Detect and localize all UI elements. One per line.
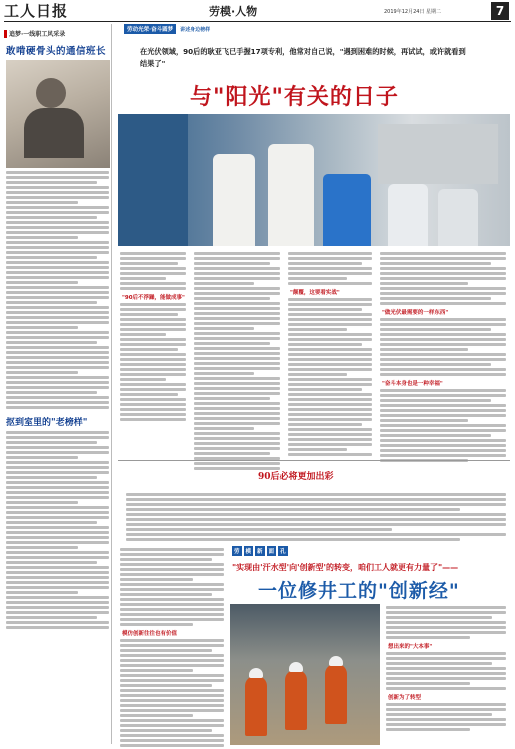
bottom-rubric-char-1: 劳: [232, 546, 242, 556]
comment-box-title: 90后必将更加出彩: [258, 472, 334, 482]
feature-col-4: [378, 250, 508, 464]
feature-subhead-3: "做光伏最需要的一样东西": [382, 310, 449, 316]
masthead: [4, 2, 511, 22]
feature-col-2: [192, 250, 282, 472]
bottom-deck: "实现由'汗水型'向'创新型'的转变，咱们工人就更有力量了"——: [232, 563, 459, 572]
feature-col-3: [286, 250, 374, 458]
bottom-col-1: [118, 546, 226, 749]
bottom-rubric-char-4: 面: [267, 546, 277, 556]
feature-deck: 在光伏领域，90后的耿亚飞已手握17项专利，他常对自己说，"遇到困难的时候，再试试，或许就看到结果了": [140, 47, 466, 68]
feature-headline: 与"阳光"有关的日子: [190, 84, 399, 110]
issue-date: 2019年12月24日 星期二: [384, 9, 442, 15]
feature-subhead-4: "奋斗本身也是一种幸福": [382, 381, 443, 387]
left-article-body: [6, 171, 109, 409]
left-headline: 敢啃硬骨头的通信班长: [6, 46, 107, 57]
bottom-photo: [230, 604, 380, 745]
feature-subhead-2: "颠覆，这要看实战": [290, 290, 340, 296]
left-second-headline: 抠到室里的"老榜样": [6, 418, 88, 428]
rubric-marker: [4, 30, 7, 38]
bottom-subhead-2: 想出来的"大本事": [388, 644, 433, 650]
feature-rubric-sub: 讲述身边榜样: [180, 26, 211, 33]
bottom-rubric: [232, 546, 288, 556]
left-rubric: [4, 29, 111, 38]
left-article-body-2: [6, 431, 109, 629]
left-column: [4, 24, 112, 744]
feature-subhead-1: "90后不浮躁，能做成事": [122, 295, 185, 301]
feature-col-1: [118, 250, 188, 423]
newspaper-logo: 工人日报: [4, 2, 69, 20]
bottom-col-2: [384, 604, 508, 733]
left-rubric-text: 追梦·一线职工风采录: [9, 31, 66, 38]
bottom-rubric-char-5: 孔: [278, 546, 288, 556]
bottom-rubric-char-3: 新: [255, 546, 265, 556]
portrait-photo: [6, 60, 110, 168]
feature-rubric-box: 劳动光荣·奋斗圆梦: [124, 24, 176, 34]
section-title: 劳模·人物: [209, 5, 258, 18]
bottom-headline: 一位修井工的"创新经": [258, 580, 460, 602]
page-number: 7: [491, 2, 509, 20]
bottom-rubric-char-2: 模: [244, 546, 254, 556]
comment-box: [118, 460, 510, 540]
feature-photo: [118, 114, 510, 246]
bottom-subhead-1: 模仿创新往往也有价值: [122, 631, 178, 637]
feature-rubric: [124, 24, 210, 34]
bottom-subhead-3: 创新为了转型: [388, 695, 422, 701]
